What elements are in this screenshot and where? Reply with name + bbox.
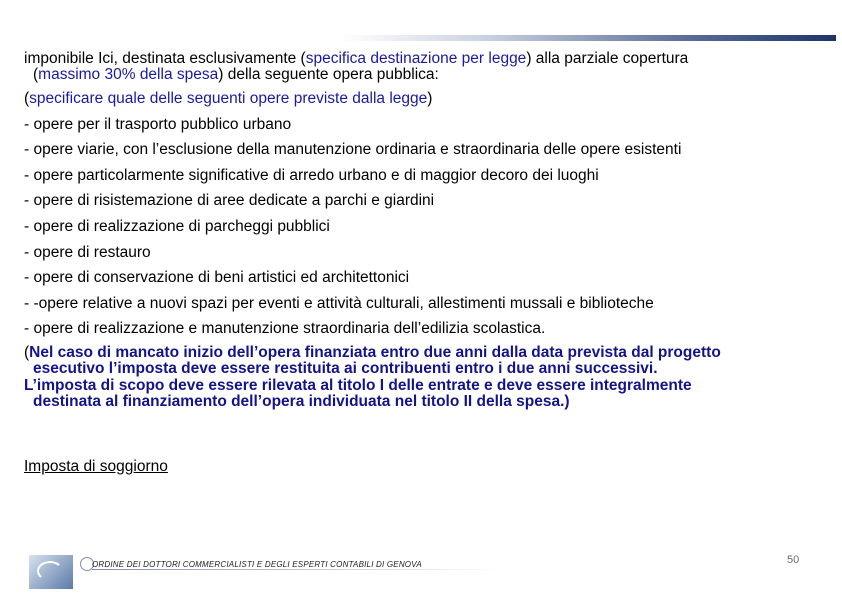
imposta-soggiorno-heading[interactable]: Imposta di soggiorno [24,458,168,475]
list-item: - -opere relative a nuovi spazi per eventi e attività culturali, allestimenti mussali e biblioteche [24,294,654,312]
note-text: destinata al finanziamento dell’opera individuata nel titolo II della spesa. [33,393,565,411]
refund-note [24,345,824,411]
intro-text: ) della seguente opera pubblica: [218,66,439,83]
intro-text: ) alla parziale copertura [526,50,689,67]
intro-line-2 [24,67,824,83]
list-item: - opere particolarmente significative di arredo urbano e di maggior decoro dei luoghi [24,166,599,184]
intro-text: ( [33,66,39,83]
list-header-text: specificare quale delle seguenti opere previste dalla legge [29,90,428,107]
opere-list [24,86,824,342]
note-line-1 [24,345,824,362]
list-item: - opere di conservazione di beni artistici ed architettonici [24,269,410,287]
page-number: 50 [787,554,800,566]
list-item: - opere per il trasporto pubblico urbano [24,115,292,133]
list-item: - opere di restauro [24,243,151,261]
intro-text: imponibile Ici, destinata esclusivamente ( [24,50,306,67]
list-item: - opere di realizzazione di parcheggi pubblici [24,217,330,235]
intro-highlight: specifica destinazione per legge [305,50,527,67]
list-item: - opere di realizzazione e manutenzione straordinaria dell’edilizia scolastica. [24,320,546,338]
list-header-paren: ) [427,90,433,107]
slide-body [24,51,824,411]
list-item: - opere di risistemazione di aree dedicate a parchi e giardini [24,192,435,210]
list-item: - opere viarie, con l’esclusione della manutenzione ordinaria e straordinaria delle opere esistenti [24,141,682,159]
header-accent-bar [340,35,836,41]
org-logo-icon [29,555,73,589]
intro-line-1 [24,51,824,67]
note-paren: ( [24,343,30,361]
note-text: Nel caso di mancato inizio dell’opera finanziata entro due anni dalla data prevista dal progetto [29,343,721,361]
note-line-2: esecutivo l’imposta deve essere restituita ai contribuenti entro i due anni successivi. [33,360,658,378]
footer-org-name: ORDINE DEI DOTTORI COMMERCIALISTI E DEGLI ESPERTI CONTABILI DI GENOVA [92,560,422,569]
note-line-4 [24,394,824,411]
list-header-paren: ( [24,90,30,107]
list-header [24,86,824,112]
footer-divider [92,569,502,570]
note-paren: ) [564,393,570,411]
intro-highlight: massimo 30% della spesa [38,66,219,83]
note-line-3: L’imposta di scopo deve essere rilevata al titolo I delle entrate e deve essere integralmente [24,376,692,394]
